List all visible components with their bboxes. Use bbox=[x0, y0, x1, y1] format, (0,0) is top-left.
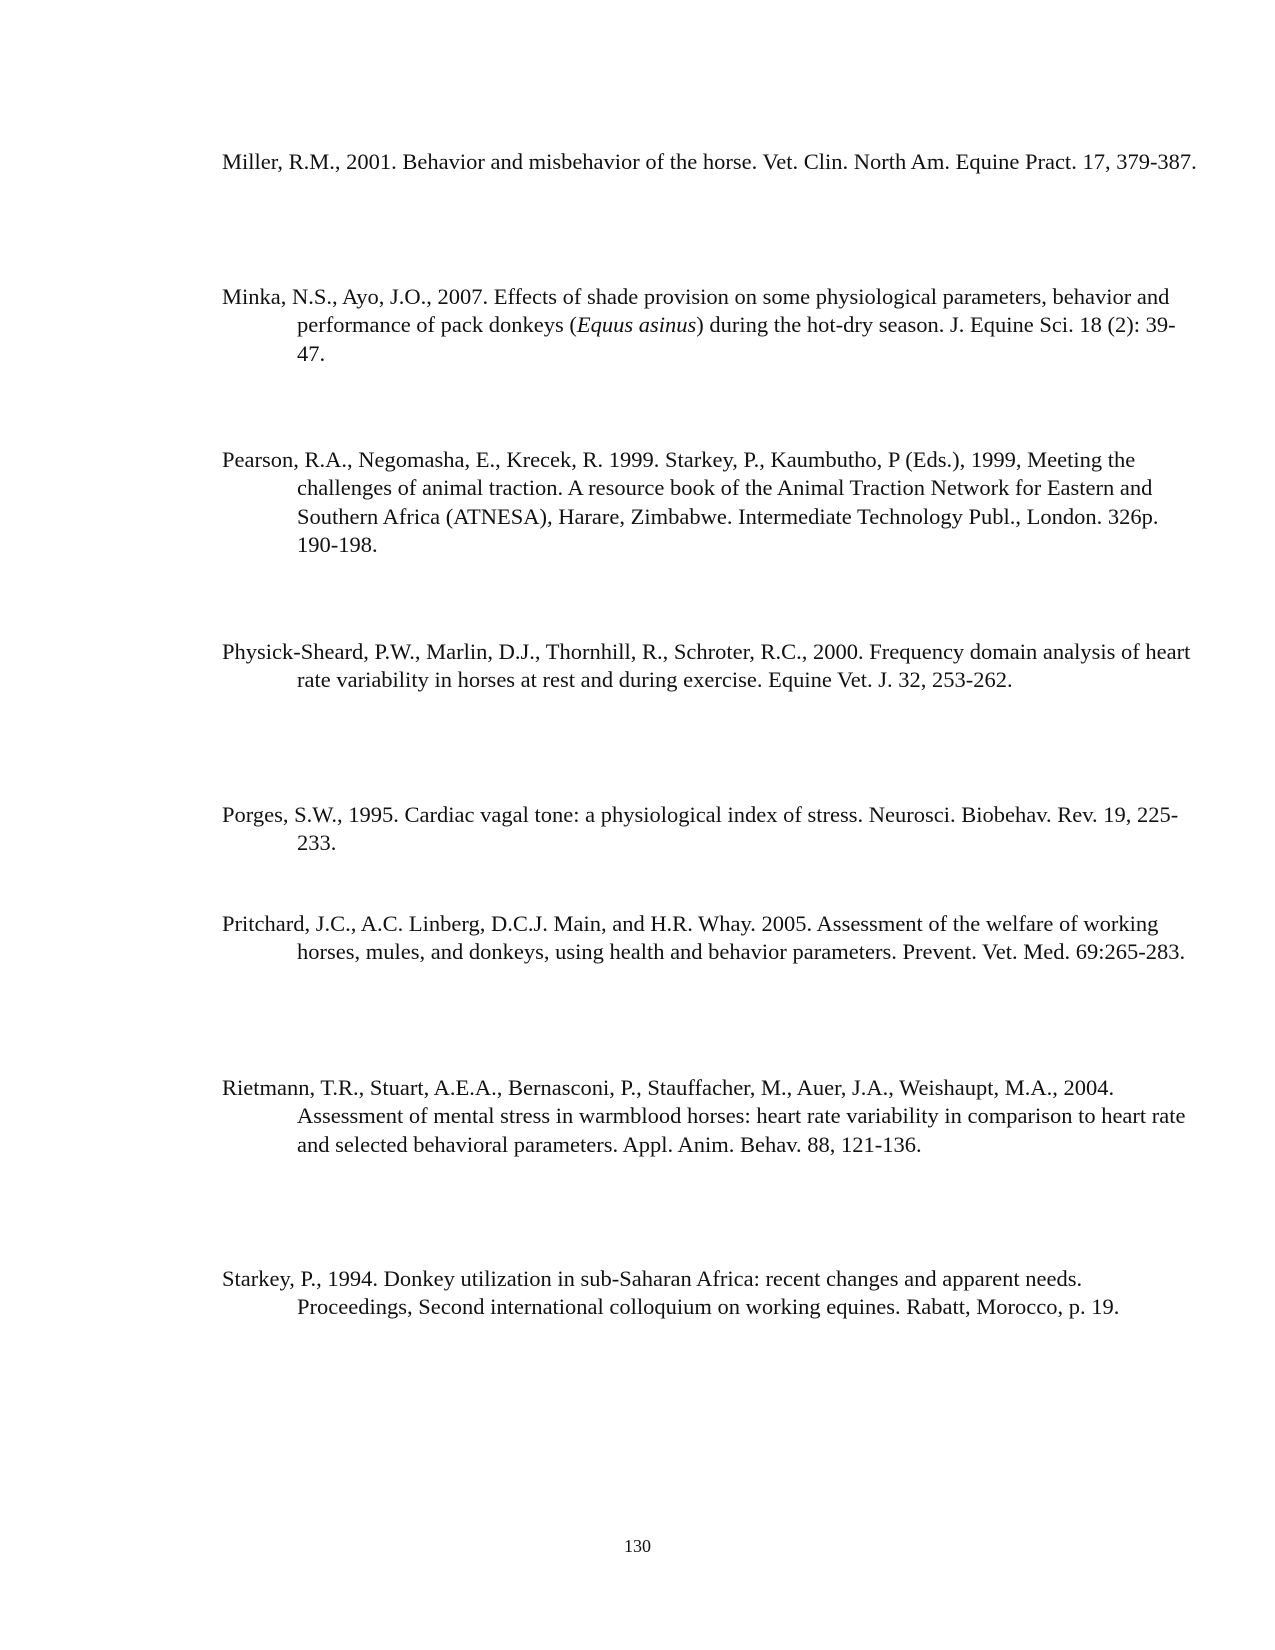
reference-miller-2001: Miller, R.M., 2001. Behavior and misbehavior of the horse. Vet. Clin. North Am. Equine Pract. 17, 379-387. bbox=[222, 149, 1197, 174]
reference-minka-2007 bbox=[222, 283, 1197, 368]
reference-pritchard-2005: Pritchard, J.C., A.C. Linberg, D.C.J. Main, and H.R. Whay. 2005. Assessment of the welfare of working horses, mules, and donkeys, using health and behavior parameters. Prevent. Vet. Med. 69:265-283. bbox=[222, 911, 1186, 965]
reference-physick-sheard-2000: Physick-Sheard, P.W., Marlin, D.J., Thornhill, R., Schroter, R.C., 2000. Frequency domain analysis of heart rate variability in horses at rest and during exercise. Equine Vet. J. 32, 253-262. bbox=[222, 639, 1191, 693]
species-name-italic: Equus asinus bbox=[576, 312, 697, 338]
reference-porges-1995: Porges, S.W., 1995. Cardiac vagal tone: a physiological index of stress. Neurosci. Biobehav. Rev. 19, 225-233. bbox=[222, 802, 1179, 856]
reference-starkey-1994: Starkey, P., 1994. Donkey utilization in sub-Saharan Africa: recent changes and apparent needs. Proceedings, Second international colloquium on working equines. Rabatt, Morocco, p. 19. bbox=[222, 1266, 1120, 1320]
reference-rietmann-2004: Rietmann, T.R., Stuart, A.E.A., Bernasconi, P., Stauffacher, M., Auer, J.A., Weishaupt, M.A., 2004. Assessment of mental stress in warmblood horses: heart rate variability in comparison to heart rate and selected behavioral parameters. Appl. Anim. Behav. 88, 121-136. bbox=[222, 1075, 1186, 1157]
reference-text: Minka, N.S., Ayo, J.O., 2007. Effects of shade provision on some physiological parameters, behavior and performance of pack donkeys ( bbox=[222, 284, 1170, 338]
reference-text: ) during the hot-dry season. J. Equine Sci. 18 (2): 39-47. bbox=[297, 312, 1176, 366]
page-number: 130 bbox=[624, 1536, 651, 1556]
reference-pearson-1999: Pearson, R.A., Negomasha, E., Krecek, R. 1999. Starkey, P., Kaumbutho, P (Eds.), 1999, Meeting the challenges of animal traction. A resource book of the Animal Traction Network for Eastern and Southern Africa (ATNESA), Harare, Zimbabwe. Intermediate Technology Publ., London. 326p. 190-198. bbox=[222, 447, 1159, 558]
